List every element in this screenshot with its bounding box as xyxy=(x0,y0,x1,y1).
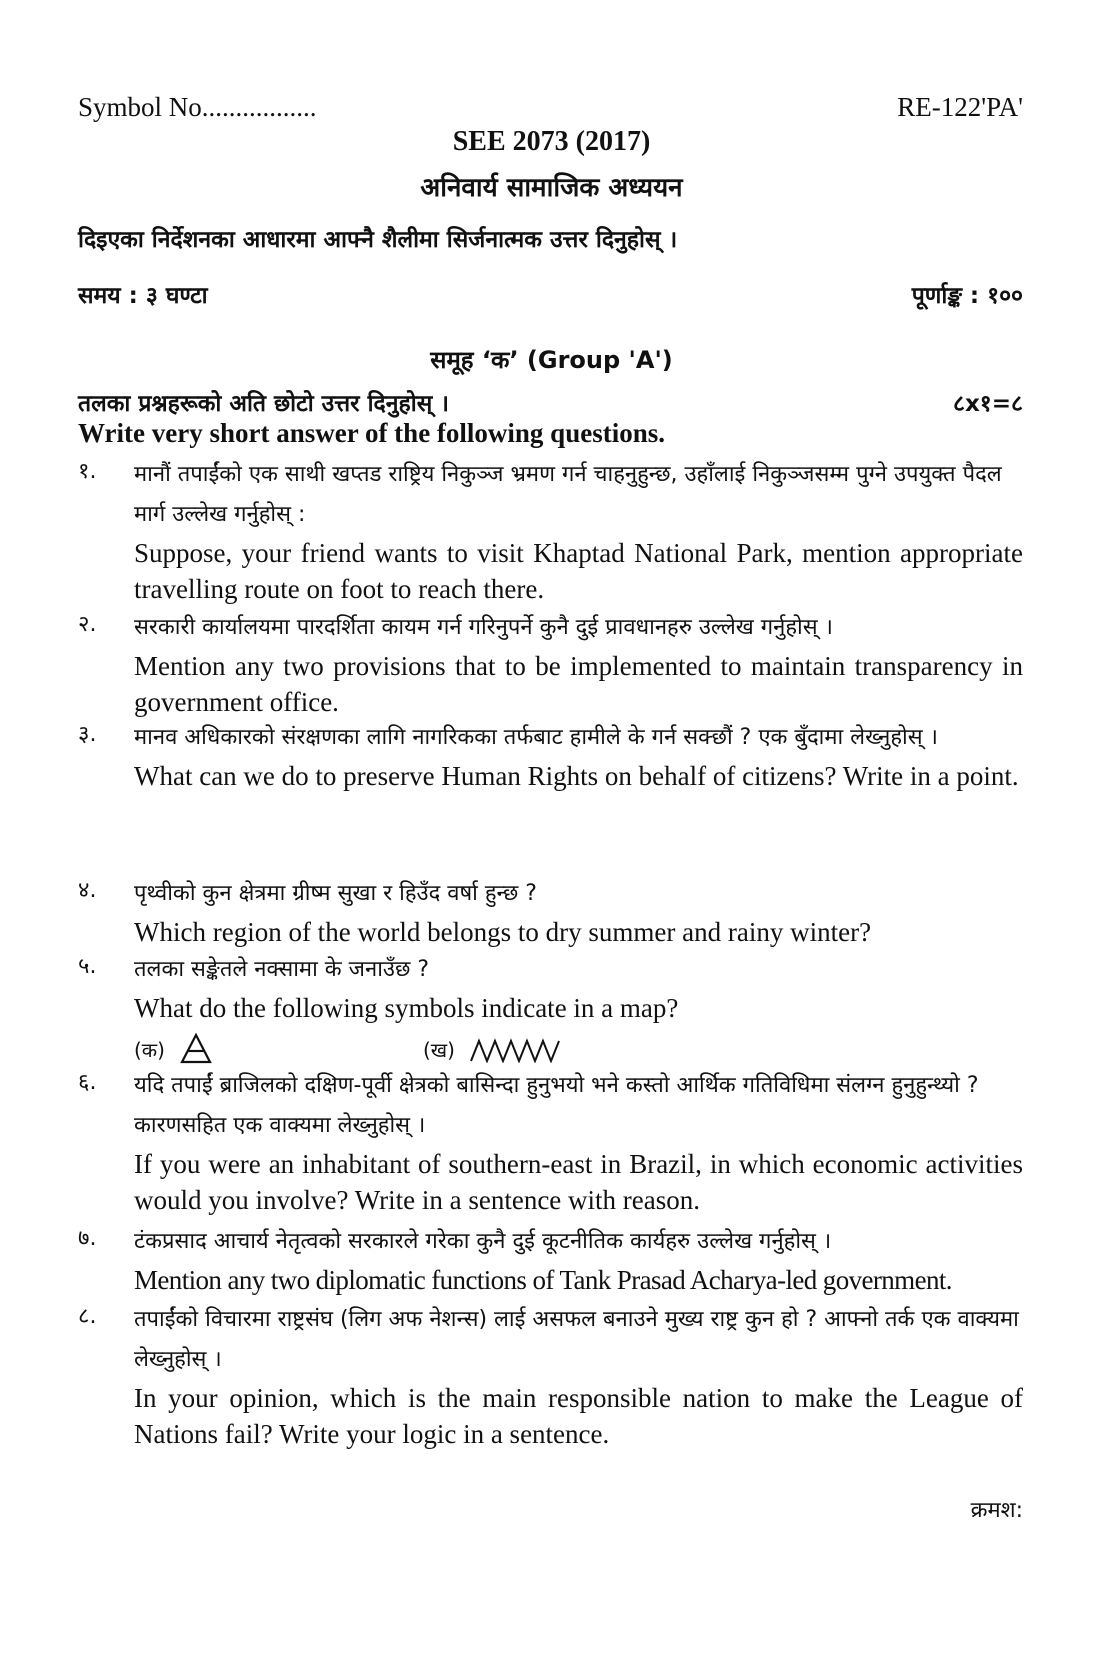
question-text-np: टंकप्रसाद आचार्य नेतृत्वको सरकारले गरेका कुनै दुई कूटनीतिक कार्यहरु उल्लेख गर्नुहोस् । xyxy=(134,1229,832,1254)
question-text-en: Suppose, your friend wants to visit Khaptad National Park, mention appropriate travelling route on foot to reach there. xyxy=(134,538,1023,604)
zigzag-symbol-icon xyxy=(469,1035,561,1063)
general-instruction-row xyxy=(78,222,1023,254)
question-number: ४. xyxy=(78,878,97,903)
question-number: ६. xyxy=(78,1070,97,1095)
group-instruction-en-row xyxy=(78,418,1023,449)
question-8 xyxy=(78,1300,1023,1452)
map-symbol-b xyxy=(423,1035,561,1063)
symbol-number: Symbol No................. xyxy=(78,92,317,122)
continued-label: क्रमश: xyxy=(970,1498,1023,1523)
question-number: ८. xyxy=(78,1304,97,1329)
question-2 xyxy=(78,608,1023,720)
general-instruction: दिइएका निर्देशनका आधारमा आफ्नै शैलीमा सिर्जनात्मक उत्तर दिनुहोस् । xyxy=(78,227,678,253)
paper-code: RE-122'PA' xyxy=(897,92,1023,122)
question-5 xyxy=(78,950,1023,1066)
exam-title: SEE 2073 (2017) xyxy=(452,126,651,157)
question-7 xyxy=(78,1222,1023,1298)
subject-title: अनिवार्य सामाजिक अध्ययन xyxy=(420,173,683,203)
time-marks-row xyxy=(78,278,1023,310)
question-4 xyxy=(78,874,1023,950)
question-6 xyxy=(78,1066,1023,1218)
question-number: २. xyxy=(78,612,97,637)
full-marks: पूर्णाङ्क : १०० xyxy=(911,283,1023,309)
question-text-np: मानौं तपाईंको एक साथी खप्तड राष्ट्रिय निकुञ्ज भ्रमण गर्न चाहनुहुन्छ, उहाँलाई निकुञ्जसम्म पुग्ने उपयुक्त पैदल मार्ग उल्लेख गर्नुहोस् : xyxy=(134,462,1002,527)
question-text-np: तलका सङ्केतले नक्सामा के जनाउँछ ? xyxy=(134,957,430,982)
question-number: १. xyxy=(78,459,97,484)
question-text-en: If you were an inhabitant of southern-east in Brazil, in which economic activities would you involve? Write in a sentence with reason. xyxy=(134,1149,1023,1215)
group-instruction-np: तलका प्रश्नहरूको अति छोटो उत्तर दिनुहोस् । xyxy=(78,391,449,417)
question-1 xyxy=(78,455,1023,607)
option-label: (क) xyxy=(134,1037,165,1062)
map-symbols xyxy=(134,1032,1023,1066)
question-number: ५. xyxy=(78,954,97,979)
question-text-en: Mention any two diplomatic functions of Tank Prasad Acharya-led government. xyxy=(134,1265,952,1295)
question-text-np: मानव अधिकारको संरक्षणका लागि नागरिकका तर्फबाट हामीले के गर्न सक्छौं ? एक बुँदामा लेख्नुहोस् । xyxy=(134,725,938,750)
question-text-en: In your opinion, which is the main responsible nation to make the League of Nations fail? Write your logic in a sentence. xyxy=(134,1383,1023,1449)
group-instruction-row xyxy=(78,386,1023,418)
option-label: (ख) xyxy=(422,1037,455,1062)
question-text-np: यदि तपाईं ब्राजिलको दक्षिण-पूर्वी क्षेत्रको बासिन्दा हुनुभयो भने कस्तो आर्थिक गतिविधिमा संलग्न हुनुहुन्थ्यो ? कारणसहित एक वाक्यमा लेख्नुहोस् । xyxy=(134,1073,979,1138)
map-symbol-a xyxy=(134,1032,213,1066)
group-instruction-en: Write very short answer of the following questions. xyxy=(78,418,665,448)
question-text-en: What do the following symbols indicate in a map? xyxy=(134,993,679,1023)
question-number: ३. xyxy=(78,722,97,747)
question-text-en: Mention any two provisions that to be implemented to maintain transparency in government office. xyxy=(134,651,1023,717)
question-3 xyxy=(78,718,1023,794)
group-marks: ८x१=८ xyxy=(953,391,1023,417)
time-allowed: समय : ३ घण्टा xyxy=(78,283,208,309)
question-text-np: तपाईंको विचारमा राष्ट्रसंघ (लिग अफ नेशन्स) लाई असफल बनाउने मुख्य राष्ट्र कुन हो ? आफ्नो तर्क एक वाक्यमा लेख्नुहोस् । xyxy=(134,1307,1019,1372)
question-number: ७. xyxy=(78,1226,97,1251)
group-title: समूह ‘क’ (Group 'A') xyxy=(430,346,673,374)
question-text-np: सरकारी कार्यालयमा पारदर्शिता कायम गर्न गरिनुपर्ने कुनै दुई प्रावधानहरु उल्लेख गर्नुहोस् । xyxy=(134,615,833,640)
question-text-np: पृथ्वीको कुन क्षेत्रमा ग्रीष्म सुखा र हिउँद वर्षा हुन्छ ? xyxy=(134,881,537,906)
question-text-en: Which region of the world belongs to dry summer and rainy winter? xyxy=(134,917,872,947)
triangle-symbol-icon xyxy=(179,1032,213,1066)
header-row xyxy=(78,92,1023,123)
question-text-en: What can we do to preserve Human Rights on behalf of citizens? Write in a point. xyxy=(134,761,1019,791)
